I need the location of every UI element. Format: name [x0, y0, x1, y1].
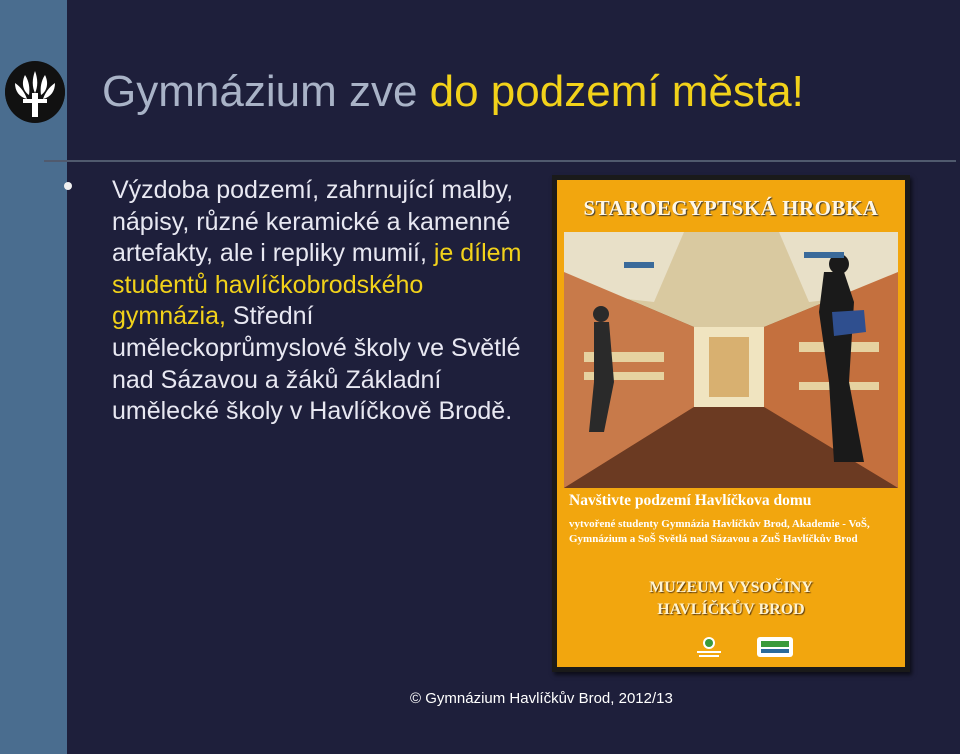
museum-line-1: MUZEUM VYSOČINY — [649, 579, 813, 596]
body-part-2: je dílem studentů havlíčkobrodského gymnázia, — [112, 239, 522, 331]
poster-title: STAROEGYPTSKÁ HROBKA — [583, 196, 879, 220]
bullet-text — [112, 175, 532, 428]
title-part-2: do podzemí města! — [429, 67, 804, 116]
title-divider — [44, 160, 956, 162]
body-part-3: Střední uměleckoprůmyslové školy ve Světlé nad Sázavou a žáků Základní umělecké školy v Havlíčkově Brodě. — [112, 302, 521, 426]
region-logo-icon — [757, 637, 793, 657]
body-part-1: Výzdoba podzemí, zahrnující malby, nápisy, různé keramické a kamenné artefakty, ale i repliky mumií, — [112, 176, 514, 268]
museum-logo-icon — [697, 637, 721, 657]
bullet-dot-icon — [64, 182, 72, 190]
title-part-1: Gymnázium zve — [102, 67, 430, 116]
exhibition-poster — [552, 175, 910, 672]
poster-call-to-action: Navštivte podzemí Havlíčkova domu — [569, 492, 812, 509]
poster-subtitle: vytvořené studenty Gymnázia Havlíčkův Brod, Akademie - VoŠ, Gymnázium a SoŠ Světlá nad Sázavou a ZuŠ Havlíčkův Brod — [569, 518, 870, 545]
poster-museum-name — [557, 577, 905, 621]
museum-line-2: HAVLÍČKŮV BROD — [657, 601, 805, 618]
poster-panel — [557, 180, 905, 667]
tomb-photo — [564, 232, 898, 488]
sponsor-logos — [687, 635, 807, 659]
footer-copyright: © Gymnázium Havlíčkův Brod, 2012/13 — [410, 690, 673, 707]
school-logo-icon — [5, 61, 65, 123]
slide-title — [102, 64, 804, 120]
